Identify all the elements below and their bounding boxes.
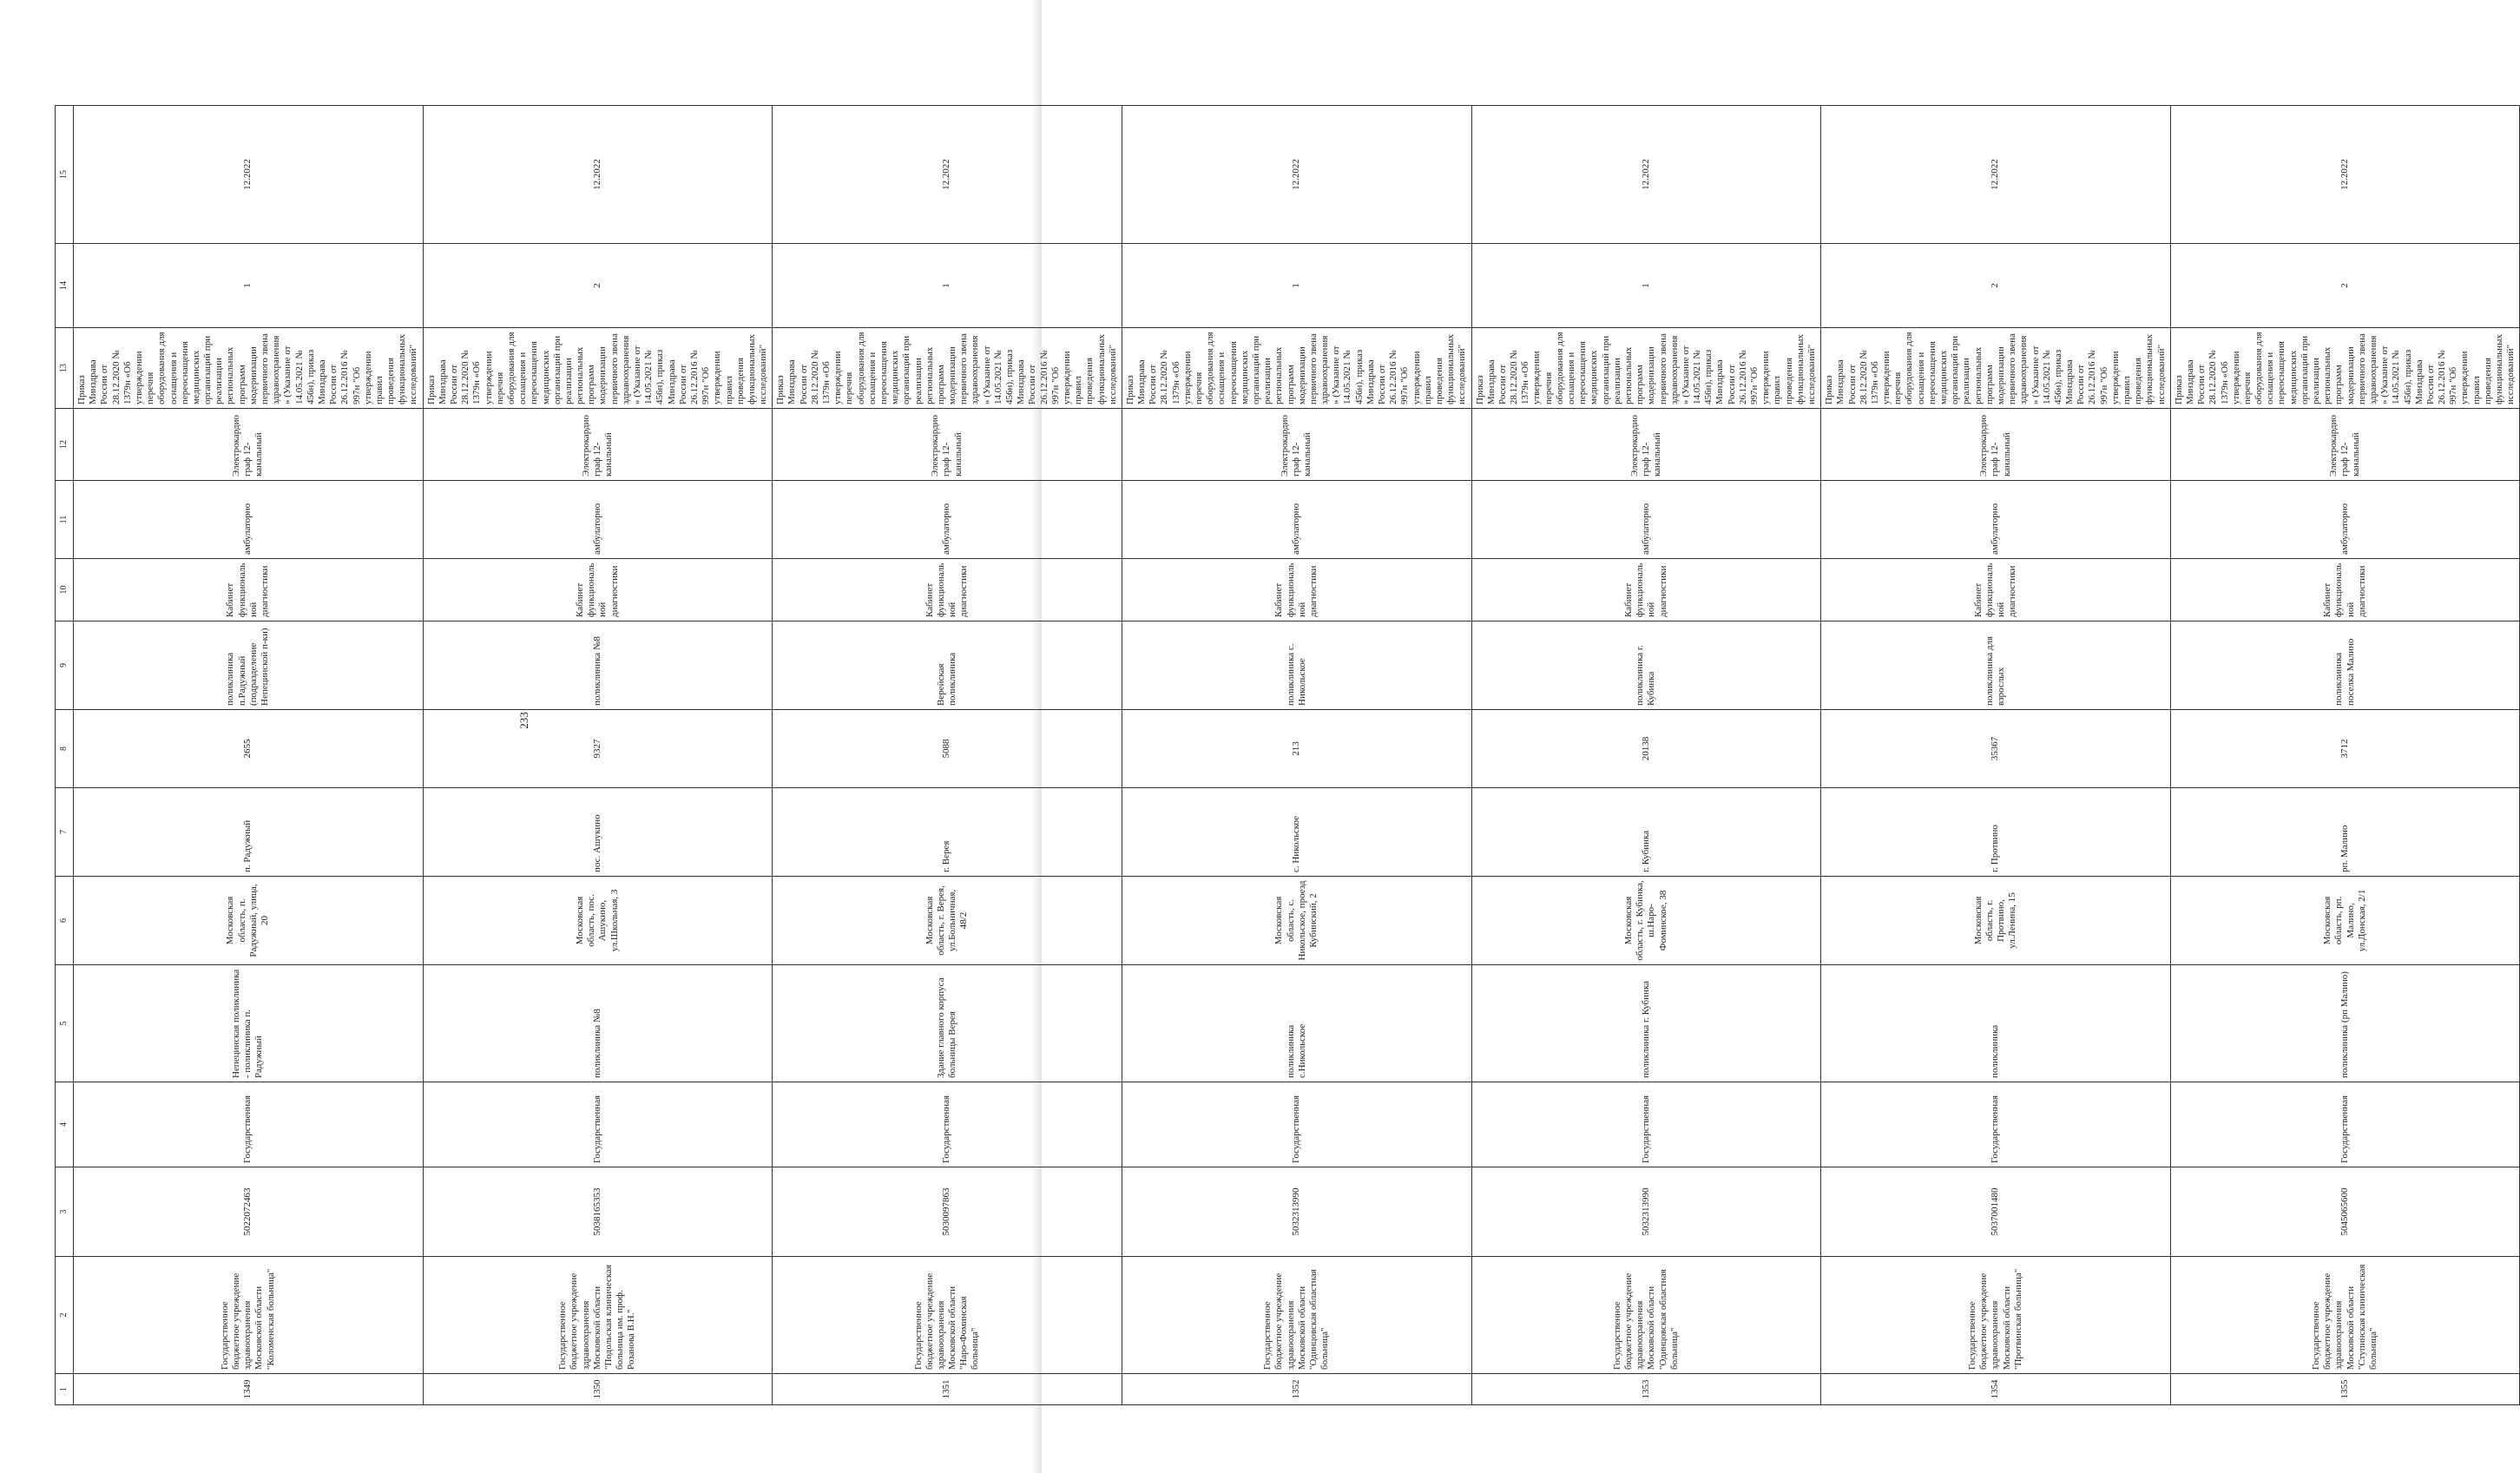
subdivision-cell: Здание главного корпуса больницы Верея — [773, 965, 1122, 1082]
subdivision-cell: Непецинская поликлиника - поликлиника п. Радужный — [74, 965, 424, 1082]
address-cell: Московская область, г. Верея, ул.Больничная, 48/2 — [773, 877, 1122, 965]
delivery-date-cell: 12.2022 — [1122, 106, 1471, 244]
column-number: 9 — [56, 621, 74, 710]
equipment-name-cell: Электрокардиограф 12-канальный — [1821, 409, 2171, 481]
structural-unit-cell: поликлиника с. Никольское — [1122, 621, 1471, 710]
locality-cell: г. Протвино — [1821, 788, 2171, 877]
care-conditions-cell: амбулаторно — [74, 481, 424, 559]
subdivision-cell: поликлиника г. Кубинка — [1471, 965, 1821, 1082]
delivery-date-cell: 12.2022 — [773, 106, 1122, 244]
row-number-cell: 1355 — [2170, 1374, 2520, 1405]
legal-basis-cell: Приказ Минздрава России от 28.12.2020 № 1379н «Об утверждении перечня оборудования для оснащения и переоснащения медицинских организаций при реализации региональных программ модернизации первичного звена здравоохранения» (Указание от 14.05.2021 № 456н), приказ Минздрава России от 26.12.2016 № 997н "Об утверждении правил проведения функциональных исследований" — [74, 328, 424, 409]
delivery-date-cell: 12.2022 — [74, 106, 424, 244]
room-cell: Кабинет функциональной диагностики — [74, 559, 424, 621]
equipment-name-cell: Электрокардиограф 12-канальный — [2170, 409, 2520, 481]
quantity-cell: 2 — [1821, 244, 2171, 328]
delivery-date-cell: 12.2022 — [423, 106, 773, 244]
equipment-name-cell: Электрокардиограф 12-канальный — [74, 409, 424, 481]
room-cell: Кабинет функциональной диагностики — [1821, 559, 2171, 621]
quantity-cell: 2 — [2170, 244, 2520, 328]
subdivision-cell: поликлиника (рп Малино) — [2170, 965, 2520, 1082]
table-row — [1471, 106, 1821, 1405]
address-cell: Московская область, пос. Ашукино, ул.Школьная, 3 — [423, 877, 773, 965]
table-row — [1122, 106, 1471, 1405]
structural-unit-cell: поликлиника для взрослых — [1821, 621, 2171, 710]
inn-cell: 5032313990 — [1122, 1167, 1471, 1257]
delivery-date-cell: 12.2022 — [1821, 106, 2171, 244]
rotated-table-wrapper — [55, 106, 2517, 1405]
ownership-form-cell: Государственная — [1471, 1082, 1821, 1167]
column-number: 1 — [56, 1374, 74, 1405]
column-number: 15 — [56, 106, 74, 244]
equipment-name-cell: Электрокардиограф 12-канальный — [773, 409, 1122, 481]
column-number: 4 — [56, 1082, 74, 1167]
row-number-cell: 1351 — [773, 1374, 1122, 1405]
table-row — [773, 106, 1122, 1405]
organization-name-cell: Государственное бюджетное учреждение здравоохранения Московской области "Наро-Фоминская больница" — [773, 1257, 1122, 1374]
organization-name-cell: Государственное бюджетное учреждение здравоохранения Московской области "Подольская клиническая больница им. проф. Розанова В.Н." — [423, 1257, 773, 1374]
equipment-name-cell: Электрокардиограф 12-канальный — [1471, 409, 1821, 481]
legal-basis-cell: Приказ Минздрава России от 28.12.2020 № 1379н «Об утверждении перечня оборудования для оснащения и переоснащения медицинских организаций при реализации региональных программ модернизации первичного звена здравоохранения» (Указание от 14.05.2021 № 456н), приказ Минздрава России от 26.12.2016 № 997н "Об утверждении правил проведения функциональных исследований" — [1122, 328, 1471, 409]
table-body — [74, 106, 2520, 1405]
population-cell: 2655 — [74, 710, 424, 788]
ownership-form-cell: Государственная — [2170, 1082, 2520, 1167]
inn-cell: 5022072463 — [74, 1167, 424, 1257]
address-cell: Московская область, с. Никольское, проезд Кубинский, 2 — [1122, 877, 1471, 965]
equipment-name-cell: Электрокардиограф 12-канальный — [1122, 409, 1471, 481]
room-cell: Кабинет функциональной диагностики — [1471, 559, 1821, 621]
inn-cell: 5037001480 — [1821, 1167, 2171, 1257]
structural-unit-cell: поликлиника поселка Малино — [2170, 621, 2520, 710]
locality-cell: г. Верея — [773, 788, 1122, 877]
subdivision-cell: поликлиника №8 — [423, 965, 773, 1082]
inn-cell: 5030097863 — [773, 1167, 1122, 1257]
organization-name-cell: Государственное бюджетное учреждение здравоохранения Московской области "Ступинская клиническая больница" — [2170, 1257, 2520, 1374]
column-number: 10 — [56, 559, 74, 621]
care-conditions-cell: амбулаторно — [1821, 481, 2171, 559]
ownership-form-cell: Государственная — [74, 1082, 424, 1167]
structural-unit-cell: поликлиника г. Кубинка — [1471, 621, 1821, 710]
equipment-registry-table — [55, 105, 2520, 1405]
ownership-form-cell: Государственная — [423, 1082, 773, 1167]
inn-cell: 5045065600 — [2170, 1167, 2520, 1257]
population-cell: 20138 — [1471, 710, 1821, 788]
column-number: 6 — [56, 877, 74, 965]
care-conditions-cell: амбулаторно — [1471, 481, 1821, 559]
address-cell: Московская область, рп. Малино, ул.Донская, 2/1 — [2170, 877, 2520, 965]
room-cell: Кабинет функциональной диагностики — [1122, 559, 1471, 621]
organization-name-cell: Государственное бюджетное учреждение здравоохранения Московской области "Одинцовская областная больница" — [1471, 1257, 1821, 1374]
locality-cell: рп. Малино — [2170, 788, 2520, 877]
column-number: 5 — [56, 965, 74, 1082]
care-conditions-cell: амбулаторно — [1122, 481, 1471, 559]
room-cell: Кабинет функциональной диагностики — [423, 559, 773, 621]
legal-basis-cell: Приказ Минздрава России от 28.12.2020 № 1379н «Об утверждении перечня оборудования для оснащения и переоснащения медицинских организаций при реализации региональных программ модернизации первичного звена здравоохранения» (Указание от 14.05.2021 № 456н), приказ Минздрава России от 26.12.2016 № 997н "Об утверждении правил проведения функциональных исследований" — [773, 328, 1122, 409]
quantity-cell: 1 — [1471, 244, 1821, 328]
table-row — [423, 106, 773, 1405]
column-number: 14 — [56, 244, 74, 328]
organization-name-cell: Государственное бюджетное учреждение здравоохранения Московской области "Одинцовская областная больница" — [1122, 1257, 1471, 1374]
table-row — [74, 106, 424, 1405]
ownership-form-cell: Государственная — [1821, 1082, 2171, 1167]
structural-unit-cell: поликлиника п.Радужный (подразделение Непецинской п-ки) — [74, 621, 424, 710]
equipment-name-cell: Электрокардиограф 12-канальный — [423, 409, 773, 481]
ownership-form-cell: Государственная — [1122, 1082, 1471, 1167]
row-number-cell: 1353 — [1471, 1374, 1821, 1405]
population-cell: 35367 — [1821, 710, 2171, 788]
locality-cell: п. Радужный — [74, 788, 424, 877]
table-row — [1821, 106, 2171, 1405]
row-number-cell: 1352 — [1122, 1374, 1471, 1405]
column-number: 3 — [56, 1167, 74, 1257]
legal-basis-cell: Приказ Минздрава России от 28.12.2020 № 1379н «Об утверждении перечня оборудования для оснащения и переоснащения медицинских организаций при реализации региональных программ модернизации первичного звена здравоохранения» (Указание от 14.05.2021 № 456н), приказ Минздрава России от 26.12.2016 № 997н "Об утверждении правил проведения функциональных исследований" — [1821, 328, 2171, 409]
inn-cell: 5032313990 — [1471, 1167, 1821, 1257]
delivery-date-cell: 12.2022 — [1471, 106, 1821, 244]
delivery-date-cell: 12.2022 — [2170, 106, 2520, 244]
column-number-row — [56, 106, 74, 1405]
care-conditions-cell: амбулаторно — [773, 481, 1122, 559]
address-cell: Московская область, п. Радужный, улица, 20 — [74, 877, 424, 965]
table-row — [2170, 106, 2520, 1405]
quantity-cell: 2 — [423, 244, 773, 328]
subdivision-cell: поликлиника — [1821, 965, 2171, 1082]
address-cell: Московская область, г. Кубинка, ш.Наро-Фоминское, 38 — [1471, 877, 1821, 965]
population-cell: 9327 — [423, 710, 773, 788]
population-cell: 213 — [1122, 710, 1471, 788]
room-cell: Кабинет функциональной диагностики — [773, 559, 1122, 621]
legal-basis-cell: Приказ Минздрава России от 28.12.2020 № 1379н «Об утверждении перечня оборудования для оснащения и переоснащения медицинских организаций при реализации региональных программ модернизации первичного звена здравоохранения» (Указание от 14.05.2021 № 456н), приказ Минздрава России от 26.12.2016 № 997н "Об утверждении правил проведения функциональных исследований" — [2170, 328, 2520, 409]
organization-name-cell: Государственное бюджетное учреждение здравоохранения Московской области "Коломенская больница" — [74, 1257, 424, 1374]
ownership-form-cell: Государственная — [773, 1082, 1122, 1167]
column-number: 13 — [56, 328, 74, 409]
row-number-cell: 1350 — [423, 1374, 773, 1405]
structural-unit-cell: поликлиника №8 — [423, 621, 773, 710]
column-number: 8 — [56, 710, 74, 788]
inn-cell: 5038165353 — [423, 1167, 773, 1257]
page-number: 233 — [517, 712, 530, 729]
quantity-cell: 1 — [1122, 244, 1471, 328]
row-number-cell: 1349 — [74, 1374, 424, 1405]
address-cell: Московская область, г. Протвино, ул.Ленина, 15 — [1821, 877, 2171, 965]
locality-cell: пос. Ашукино — [423, 788, 773, 877]
column-number: 12 — [56, 409, 74, 481]
legal-basis-cell: Приказ Минздрава России от 28.12.2020 № 1379н «Об утверждении перечня оборудования для оснащения и переоснащения медицинских организаций при реализации региональных программ модернизации первичного звена здравоохранения» (Указание от 14.05.2021 № 456н), приказ Минздрава России от 26.12.2016 № 997н "Об утверждении правил проведения функциональных исследований" — [423, 328, 773, 409]
population-cell: 3712 — [2170, 710, 2520, 788]
legal-basis-cell: Приказ Минздрава России от 28.12.2020 № 1379н «Об утверждении перечня оборудования для оснащения и переоснащения медицинских организаций при реализации региональных программ модернизации первичного звена здравоохранения» (Указание от 14.05.2021 № 456н), приказ Минздрава России от 26.12.2016 № 997н "Об утверждении правил проведения функциональных исследований" — [1471, 328, 1821, 409]
structural-unit-cell: Верейская поликлиника — [773, 621, 1122, 710]
subdivision-cell: поликлиника с.Никольское — [1122, 965, 1471, 1082]
quantity-cell: 1 — [74, 244, 424, 328]
quantity-cell: 1 — [773, 244, 1122, 328]
locality-cell: г. Кубинка — [1471, 788, 1821, 877]
room-cell: Кабинет функциональной диагностики — [2170, 559, 2520, 621]
column-number: 7 — [56, 788, 74, 877]
column-number: 11 — [56, 481, 74, 559]
organization-name-cell: Государственное бюджетное учреждение здравоохранения Московской области "Протвинская больница" — [1821, 1257, 2171, 1374]
row-number-cell: 1354 — [1821, 1374, 2171, 1405]
column-number: 2 — [56, 1257, 74, 1374]
locality-cell: с. Никольское — [1122, 788, 1471, 877]
population-cell: 5088 — [773, 710, 1122, 788]
care-conditions-cell: амбулаторно — [2170, 481, 2520, 559]
care-conditions-cell: амбулаторно — [423, 481, 773, 559]
